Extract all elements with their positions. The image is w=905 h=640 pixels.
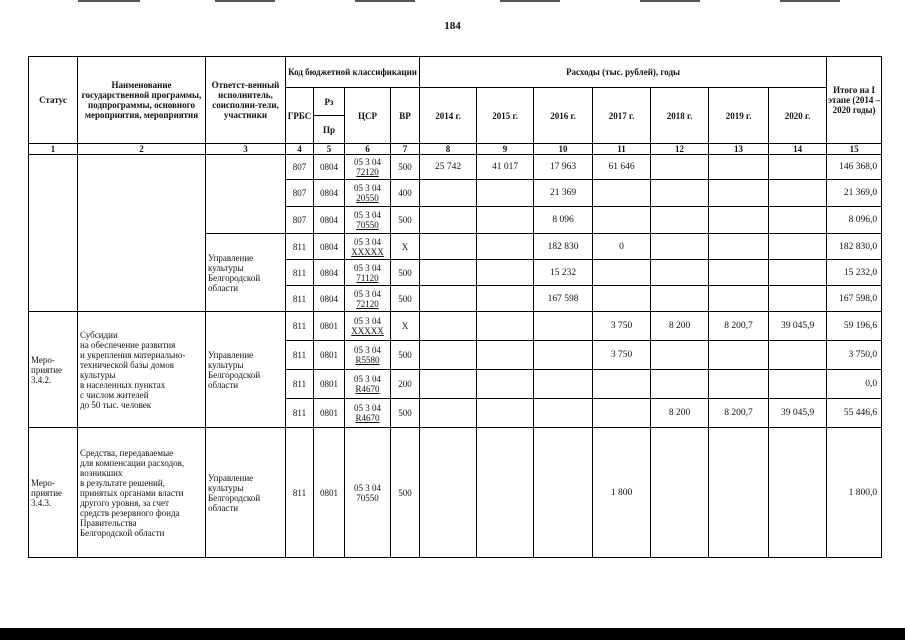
- y2017-cell: 3 750: [593, 312, 651, 341]
- name-cell: Субсидии на обеспечение развития и укрепления материально- технической базы домов культуры в населенных пунктах с числом жителей до 50 тыс. человек: [78, 312, 206, 428]
- table-body: [29, 155, 882, 558]
- grbs-cell: 811: [286, 286, 314, 312]
- csr-cell: 05 3 04 XXXXX: [345, 234, 391, 260]
- y2019-cell: [709, 428, 769, 558]
- y2015-cell: [477, 286, 534, 312]
- rzpr-cell: 0801: [314, 399, 345, 428]
- y2016-cell: 167 598: [534, 286, 593, 312]
- y2020-cell: [769, 428, 827, 558]
- page-number: 184: [444, 20, 461, 32]
- name-cell: Средства, передаваемые для компенсации расходов, возникших в результате решений, принятых органами власти другого уровня, за счет средств резервного фонда Правительства Белгородской области: [78, 428, 206, 558]
- top-edge-mark: [780, 0, 840, 2]
- total-cell: 59 196,6: [827, 312, 882, 341]
- y2018-cell: [651, 155, 709, 180]
- column-index: 15: [827, 144, 882, 155]
- top-edge-mark: [355, 0, 415, 2]
- rzpr-cell: 0804: [314, 286, 345, 312]
- rzpr-cell: 0804: [314, 180, 345, 207]
- column-index: 9: [477, 144, 534, 155]
- header-expenses: Расходы (тыс. рублей), годы: [420, 57, 827, 88]
- grbs-cell: 807: [286, 155, 314, 180]
- vr-cell: 400: [391, 180, 420, 207]
- top-edge-mark: [640, 0, 700, 2]
- y2016-cell: [534, 399, 593, 428]
- header-year: 2019 г.: [709, 88, 769, 144]
- column-index: 11: [593, 144, 651, 155]
- vr-cell: 500: [391, 155, 420, 180]
- header-rz: Рз: [314, 88, 345, 116]
- header-name: Наименование государственной программы, подпрограммы, основного мероприятия, мероприятия: [78, 57, 206, 144]
- vr-cell: 500: [391, 260, 420, 286]
- total-cell: 182 830,0: [827, 234, 882, 260]
- y2015-cell: [477, 428, 534, 558]
- rzpr-cell: 0804: [314, 207, 345, 234]
- y2020-cell: [769, 370, 827, 399]
- grbs-cell: 811: [286, 312, 314, 341]
- csr-cell: 05 3 04 R5580: [345, 341, 391, 370]
- y2015-cell: [477, 234, 534, 260]
- y2014-cell: [420, 341, 477, 370]
- table-row: [29, 155, 882, 180]
- y2014-cell: 25 742: [420, 155, 477, 180]
- y2015-cell: [477, 207, 534, 234]
- y2016-cell: 17 963: [534, 155, 593, 180]
- y2017-cell: [593, 260, 651, 286]
- y2018-cell: [651, 370, 709, 399]
- csr-cell: 05 3 04 R4670: [345, 370, 391, 399]
- grbs-cell: 807: [286, 207, 314, 234]
- csr-cell: 05 3 04 72120: [345, 155, 391, 180]
- y2018-cell: [651, 207, 709, 234]
- y2018-cell: [651, 286, 709, 312]
- column-index: 14: [769, 144, 827, 155]
- y2019-cell: 8 200,7: [709, 312, 769, 341]
- top-edge-mark: [500, 0, 560, 2]
- y2019-cell: [709, 370, 769, 399]
- grbs-cell: 811: [286, 234, 314, 260]
- status-cell: [29, 155, 78, 312]
- y2014-cell: [420, 234, 477, 260]
- y2015-cell: [477, 399, 534, 428]
- grbs-cell: 807: [286, 180, 314, 207]
- y2017-cell: 1 800: [593, 428, 651, 558]
- grbs-cell: 811: [286, 370, 314, 399]
- y2018-cell: 8 200: [651, 399, 709, 428]
- csr-cell: 05 3 04 XXXXX: [345, 312, 391, 341]
- y2019-cell: [709, 180, 769, 207]
- y2020-cell: [769, 207, 827, 234]
- y2019-cell: [709, 286, 769, 312]
- csr-cell: 05 3 04 20550: [345, 180, 391, 207]
- total-cell: 55 446,6: [827, 399, 882, 428]
- executor-cell: [206, 155, 286, 234]
- scan-bottom-edge: [0, 628, 905, 640]
- y2014-cell: [420, 286, 477, 312]
- rzpr-cell: 0801: [314, 428, 345, 558]
- y2018-cell: [651, 180, 709, 207]
- budget-table: [28, 56, 882, 558]
- vr-cell: X: [391, 312, 420, 341]
- y2020-cell: 39 045,9: [769, 312, 827, 341]
- column-index: 7: [391, 144, 420, 155]
- y2017-cell: 61 646: [593, 155, 651, 180]
- header-year: 2014 г.: [420, 88, 477, 144]
- y2016-cell: 182 830: [534, 234, 593, 260]
- y2014-cell: [420, 207, 477, 234]
- column-index: 10: [534, 144, 593, 155]
- y2017-cell: 0: [593, 234, 651, 260]
- rzpr-cell: 0804: [314, 155, 345, 180]
- y2016-cell: [534, 370, 593, 399]
- y2015-cell: [477, 180, 534, 207]
- y2016-cell: [534, 341, 593, 370]
- header-vr: ВР: [391, 88, 420, 144]
- y2017-cell: 3 750: [593, 341, 651, 370]
- table-row: [29, 428, 882, 558]
- header-executor: Ответст-венный исполнитель, соисполни-тели, участники: [206, 57, 286, 144]
- vr-cell: 500: [391, 207, 420, 234]
- y2016-cell: 21 369: [534, 180, 593, 207]
- column-index: 8: [420, 144, 477, 155]
- header-year: 2018 г.: [651, 88, 709, 144]
- y2014-cell: [420, 180, 477, 207]
- column-index: 4: [286, 144, 314, 155]
- csr-cell: 05 3 04 R4670: [345, 399, 391, 428]
- vr-cell: 500: [391, 341, 420, 370]
- y2018-cell: [651, 234, 709, 260]
- y2017-cell: [593, 370, 651, 399]
- grbs-cell: 811: [286, 428, 314, 558]
- y2015-cell: [477, 341, 534, 370]
- header-grbs: ГРБС: [286, 88, 314, 144]
- status-cell: Меро- приятие 3.4.2.: [29, 312, 78, 428]
- total-cell: 8 096,0: [827, 207, 882, 234]
- header-year: 2017 г.: [593, 88, 651, 144]
- y2015-cell: 41 017: [477, 155, 534, 180]
- y2015-cell: [477, 370, 534, 399]
- column-index: 2: [78, 144, 206, 155]
- y2014-cell: [420, 260, 477, 286]
- total-cell: 0,0: [827, 370, 882, 399]
- y2019-cell: [709, 260, 769, 286]
- y2018-cell: [651, 428, 709, 558]
- y2014-cell: [420, 312, 477, 341]
- csr-cell: 05 3 04 72120: [345, 286, 391, 312]
- y2018-cell: [651, 341, 709, 370]
- column-index: 12: [651, 144, 709, 155]
- y2014-cell: [420, 370, 477, 399]
- status-cell: Меро- приятие 3.4.3.: [29, 428, 78, 558]
- y2019-cell: [709, 234, 769, 260]
- rzpr-cell: 0801: [314, 312, 345, 341]
- header-total: Итого на I этапе (2014 – 2020 годы): [827, 57, 882, 144]
- y2020-cell: [769, 180, 827, 207]
- y2020-cell: [769, 286, 827, 312]
- rzpr-cell: 0801: [314, 370, 345, 399]
- vr-cell: 500: [391, 286, 420, 312]
- grbs-cell: 811: [286, 260, 314, 286]
- header-csr: ЦСР: [345, 88, 391, 144]
- rzpr-cell: 0804: [314, 260, 345, 286]
- grbs-cell: 811: [286, 341, 314, 370]
- total-cell: 3 750,0: [827, 341, 882, 370]
- vr-cell: 500: [391, 428, 420, 558]
- total-cell: 15 232,0: [827, 260, 882, 286]
- csr-cell: 05 3 04 71120: [345, 260, 391, 286]
- header-pr: Пр: [314, 116, 345, 144]
- y2016-cell: [534, 428, 593, 558]
- y2017-cell: [593, 207, 651, 234]
- column-index: 13: [709, 144, 769, 155]
- grbs-cell: 811: [286, 399, 314, 428]
- y2017-cell: [593, 399, 651, 428]
- total-cell: 146 368,0: [827, 155, 882, 180]
- y2016-cell: 8 096: [534, 207, 593, 234]
- header-year: 2015 г.: [477, 88, 534, 144]
- y2016-cell: 15 232: [534, 260, 593, 286]
- table-row: [29, 312, 882, 341]
- header-status: Статус: [29, 57, 78, 144]
- y2017-cell: [593, 286, 651, 312]
- vr-cell: 200: [391, 370, 420, 399]
- y2020-cell: [769, 234, 827, 260]
- total-cell: 167 598,0: [827, 286, 882, 312]
- rzpr-cell: 0801: [314, 341, 345, 370]
- y2019-cell: [709, 155, 769, 180]
- header-year: 2020 г.: [769, 88, 827, 144]
- column-index: 5: [314, 144, 345, 155]
- y2016-cell: [534, 312, 593, 341]
- header-year: 2016 г.: [534, 88, 593, 144]
- y2017-cell: [593, 180, 651, 207]
- y2019-cell: [709, 341, 769, 370]
- column-index: 6: [345, 144, 391, 155]
- top-edge-mark: [78, 0, 140, 2]
- column-index: 3: [206, 144, 286, 155]
- executor-cell: Управление культуры Белгородской области: [206, 312, 286, 428]
- vr-cell: X: [391, 234, 420, 260]
- header-budget-code: Код бюджетной классификации: [286, 57, 420, 88]
- csr-cell: 05 3 04 70550: [345, 207, 391, 234]
- y2018-cell: [651, 260, 709, 286]
- name-cell: [78, 155, 206, 312]
- vr-cell: 500: [391, 399, 420, 428]
- y2015-cell: [477, 260, 534, 286]
- total-cell: 1 800,0: [827, 428, 882, 558]
- y2014-cell: [420, 428, 477, 558]
- y2015-cell: [477, 312, 534, 341]
- csr-cell: 05 3 04 70550: [345, 428, 391, 558]
- executor-cell: Управление культуры Белгородской области: [206, 234, 286, 312]
- top-edge-mark: [215, 0, 275, 2]
- y2020-cell: 39 045,9: [769, 399, 827, 428]
- column-index: 1: [29, 144, 78, 155]
- y2020-cell: [769, 260, 827, 286]
- y2018-cell: 8 200: [651, 312, 709, 341]
- y2020-cell: [769, 155, 827, 180]
- total-cell: 21 369,0: [827, 180, 882, 207]
- y2014-cell: [420, 399, 477, 428]
- executor-cell: Управление культуры Белгородской области: [206, 428, 286, 558]
- rzpr-cell: 0804: [314, 234, 345, 260]
- y2019-cell: 8 200,7: [709, 399, 769, 428]
- y2019-cell: [709, 207, 769, 234]
- y2020-cell: [769, 341, 827, 370]
